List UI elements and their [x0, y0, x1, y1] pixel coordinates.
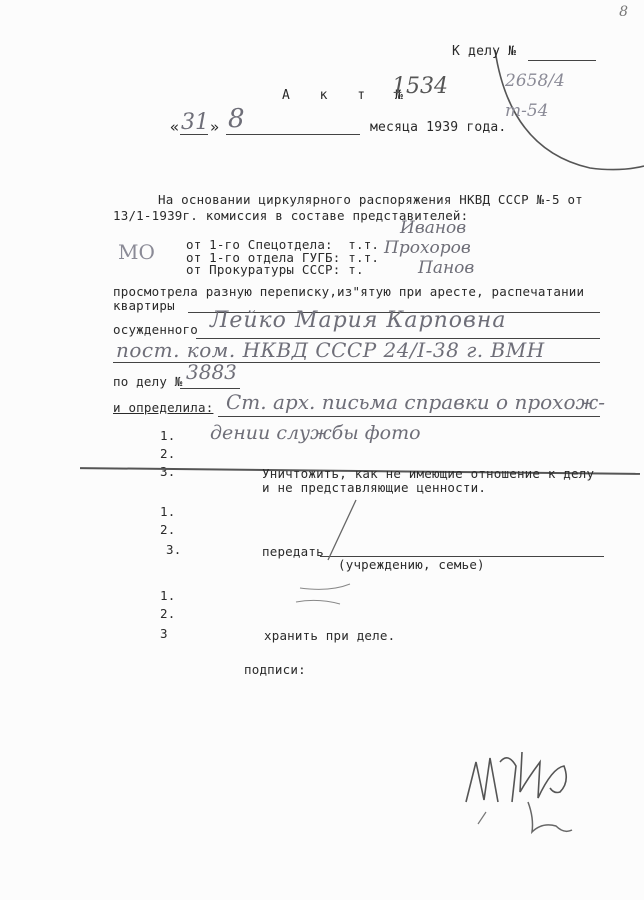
basis-line-1: На основании циркулярного распоряжения НКВД СССР №-5 от: [158, 192, 583, 207]
commission-member-1-name: Иванов: [400, 218, 467, 238]
review-line-1: просмотрела разную переписку,из"ятую при аресте, распечатании: [113, 284, 585, 299]
transfer-text: передать: [262, 544, 324, 559]
transfer-item-2: 2.: [160, 522, 176, 537]
review-line-2: квартиры: [113, 298, 175, 313]
commission-member-1-label: от 1-го Спецотдела: т.т.: [186, 237, 380, 252]
commission-member-2-name: Прохоров: [384, 238, 471, 258]
margin-mark: МО: [118, 240, 155, 264]
keep-item-2: 2.: [160, 606, 176, 621]
case-no-label: по делу №: [113, 374, 183, 389]
signatures-label: подписи:: [244, 662, 306, 677]
convicted-label: осужденного: [113, 322, 198, 337]
date-month: 8: [228, 104, 245, 134]
decision-text-1: Ст. арх. письма справки о прохож-: [226, 390, 605, 414]
date-day: 31: [181, 110, 209, 135]
keep-item-3: 3: [160, 626, 168, 641]
destroy-item-1: 1.: [160, 428, 176, 443]
decision-text-2: дении службы фото: [210, 422, 421, 444]
convicted-name: Лейко Мария Карповна: [210, 308, 507, 333]
case-no-value: 3883: [186, 360, 237, 384]
act-heading: А к т №: [282, 88, 414, 103]
commission-member-2-label: от 1-го отдела ГУГБ: т.т.: [186, 250, 380, 265]
date-suffix: месяца 1939 года.: [370, 120, 507, 135]
keep-text: хранить при деле.: [264, 628, 396, 643]
destroy-text-1: Уничтожить, как не имеющие отношение к делу: [262, 466, 595, 481]
basis-line-2: 13/1-1939г. комиссия в составе представителей:: [113, 208, 469, 223]
date-close-quote: »: [210, 118, 220, 136]
handwritten-signature: [456, 722, 606, 852]
destroy-text-2: и не представляющие ценности.: [262, 480, 487, 495]
transfer-item-1: 1.: [160, 504, 176, 519]
destroy-item-3: 3.: [160, 464, 176, 479]
margin-note: 2658/4 т-54: [505, 71, 565, 121]
date-open-quote: «: [170, 118, 180, 136]
act-number: 1534: [392, 74, 448, 99]
convicted-sentence: пост. ком. НКВД СССР 24/I-38 г. ВМН: [116, 338, 545, 362]
commission-member-3-label: от Прокуратуры СССР: т.: [186, 262, 364, 277]
keep-item-1: 1.: [160, 588, 176, 603]
transfer-sub: (учреждению, семье): [338, 557, 485, 572]
case-label: К делу №: [452, 44, 517, 59]
page-number: 8: [619, 4, 628, 20]
commission-member-3-name: Панов: [418, 258, 475, 278]
decision-label: и определила:: [113, 400, 214, 415]
transfer-item-3: 3.: [166, 542, 182, 557]
destroy-item-2: 2.: [160, 446, 176, 461]
